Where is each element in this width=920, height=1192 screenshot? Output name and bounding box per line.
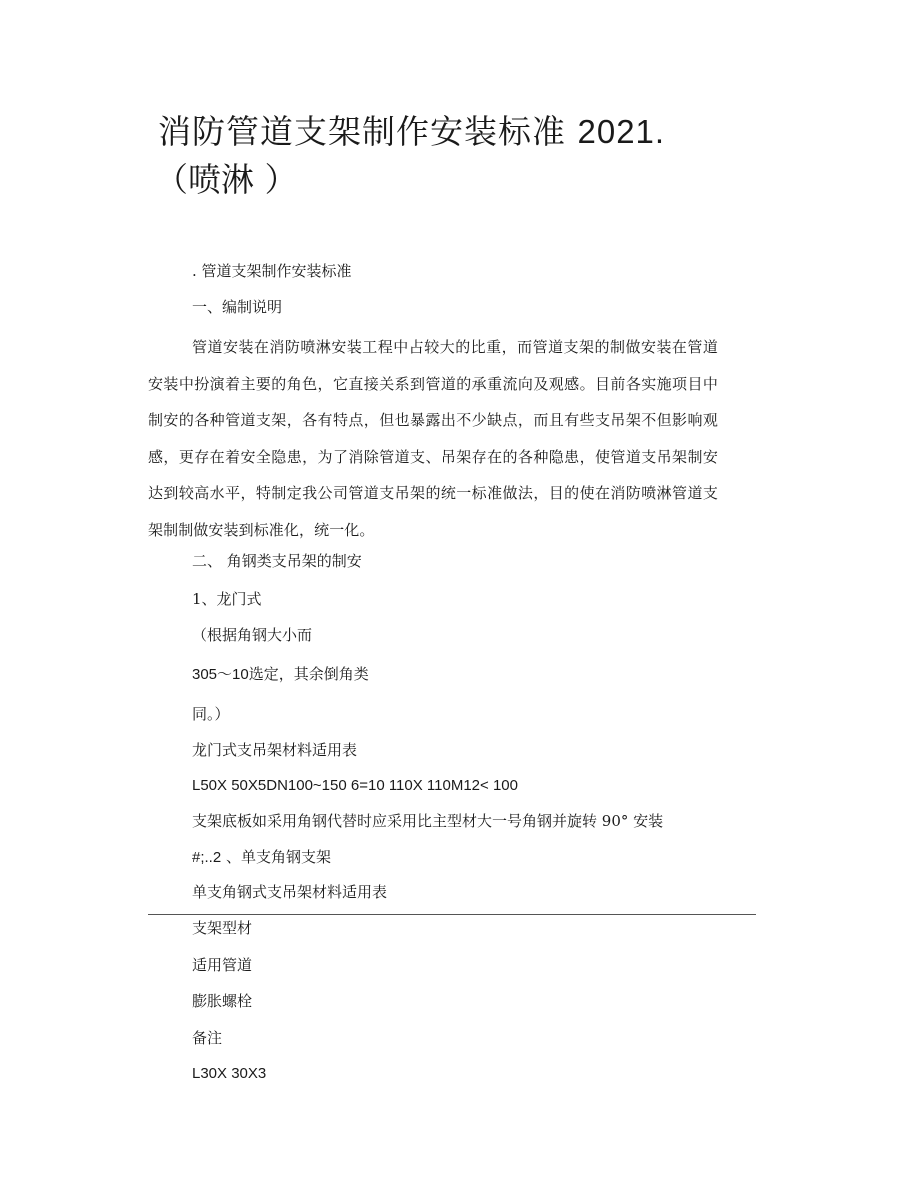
note-line-2-text: 选定，其余倒角类	[248, 665, 369, 683]
document-subtitle: （喷淋 ）	[155, 160, 298, 199]
table2-title: 单支角钢式支吊架材料适用表	[192, 883, 388, 901]
section-heading-2: 二、 角钢类支吊架的制安	[192, 552, 362, 570]
table2-header-cell: 膨胀螺栓	[192, 992, 253, 1010]
note-line-1: （根据角钢大小而	[192, 626, 313, 644]
table1-row: L50X 50X5DN100~150 6=10 110X 110M12< 100	[192, 777, 518, 794]
title-year: 2021.	[577, 113, 666, 150]
main-heading: . 管道支架制作安装标准	[192, 262, 352, 280]
table2-data-cell: L30X 30X3	[192, 1065, 267, 1082]
section-paragraph-1: 管道安装在消防喷淋安装工程中占较大的比重，而管道支架的制做安装在管道安装中扮演着主要的角色，它直接关系到管道的承重流向及观感。目前各实施项目中制安的各种管道支架，各有特点，但也暴露出不少缺点，而且有些支吊架不但影响观感，更存在着安全隐患，为了消除管道支、吊架存在的各种隐患，使管道支吊架制安达到较高水平，特制定我公司管道支吊架的统一标准做法，目的使在消防喷淋管道支架制制做安装到标准化，统一化。	[148, 338, 718, 539]
item-heading-2-text: 、单支角钢支架	[225, 848, 331, 866]
table2-header-cell: 适用管道	[192, 956, 253, 974]
item-heading-1: 1、龙门式	[192, 590, 262, 608]
title-text: 消防管道支架制作安装标准	[158, 112, 566, 151]
item-heading-2-number: #;..2	[192, 849, 222, 866]
table1-title: 龙门式支吊架材料适用表	[192, 741, 358, 759]
table-top-rule	[148, 914, 756, 915]
note-line-2	[192, 664, 369, 685]
baseplate-note: 支架底板如采用角钢代替时应采用比主型材大一号角钢并旋转 90° 安装	[192, 812, 664, 830]
section-heading-1: 一、编制说明	[192, 298, 283, 316]
note-line-2-number: 305～10	[192, 666, 249, 683]
item-heading-2	[192, 847, 331, 868]
note-line-3: 同。）	[192, 705, 230, 723]
table2-header-cell: 备注	[192, 1029, 223, 1047]
document-title	[158, 108, 778, 156]
table2-header-cell: 支架型材	[192, 919, 253, 937]
